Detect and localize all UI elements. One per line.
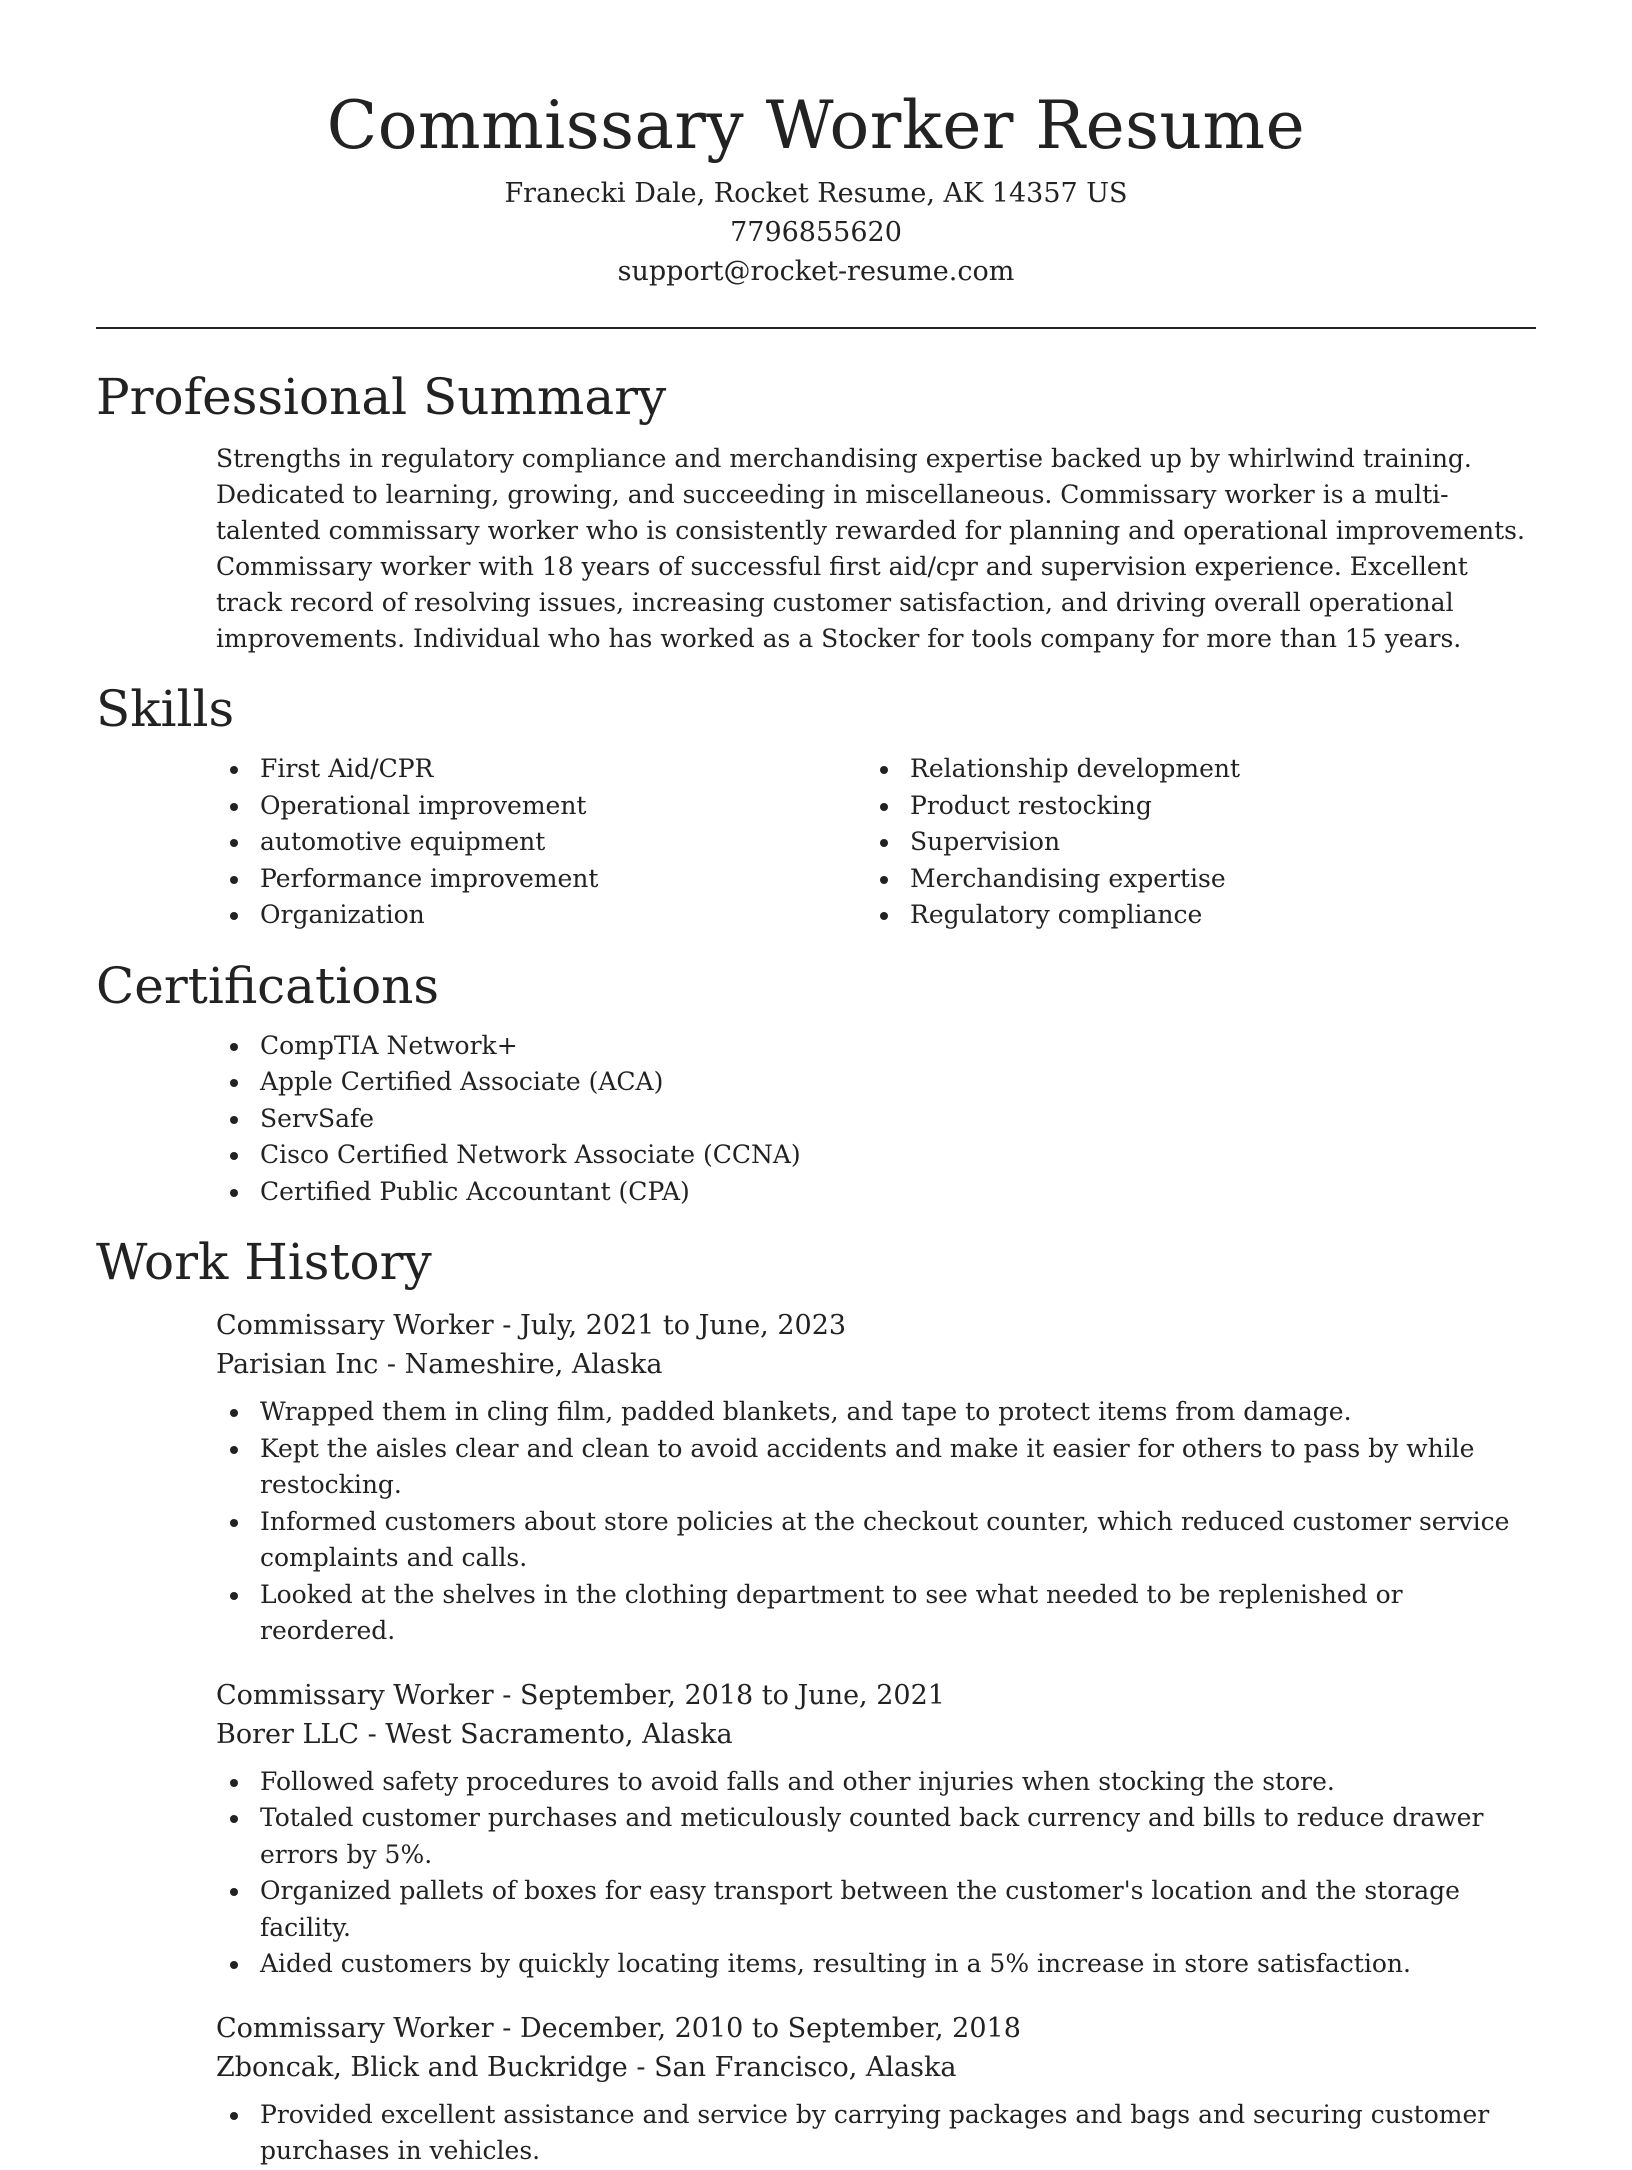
job-company: Parisian Inc [216,1349,379,1380]
job-title: Commissary Worker [216,1679,494,1711]
skill-item: Organization [216,897,866,934]
job-company-line: Parisian Inc - Nameshire, Alaska [216,1349,663,1380]
skill-item: First Aid/CPR [216,751,866,788]
skills-heading: Skills [96,680,235,738]
contact-address: Franecki Dale, Rocket Resume, AK 14357 US [504,178,1128,209]
job-company: Borer LLC [216,1718,359,1750]
job-duty: Wrapped them in cling film, padded blankets, and tape to protect items from damage. [216,1394,1536,1431]
certifications-heading: Certifications [96,956,440,1015]
job-entry [216,1676,1536,1983]
job-title-line: Commissary Worker - July, 2021 to June, 2023 [216,1310,847,1341]
job-duty: Provided excellent assistance and service by carrying packages and bags and securing customer purchases in vehicles. [216,2097,1536,2170]
work-history-body [96,1306,1536,2170]
job-duty: Looked at the shelves in the clothing department to see what needed to be replenished or reordered. [216,1577,1536,1650]
job-dates: September, 2018 to June, 2021 [519,1679,945,1711]
job-duties-list [216,1764,1536,1983]
job-dates: December, 2010 to September, 2018 [519,2012,1021,2044]
job-entry [216,1306,1536,1650]
skill-item: Product restocking [866,788,1516,825]
certification-item: Apple Certified Associate (ACA) [216,1064,1536,1101]
job-duty: Informed customers about store policies at the checkout counter, which reduced customer service complaints and calls. [216,1504,1536,1577]
skill-item: Performance improvement [216,861,866,898]
job-location: West Sacramento, Alaska [385,1718,733,1750]
certification-item: Certified Public Accountant (CPA) [216,1174,1536,1211]
certifications-body [96,1028,1536,1211]
skill-item: Operational improvement [216,788,866,825]
job-entry [216,2009,1536,2170]
summary-section [96,365,1536,657]
skills-section [96,677,1536,934]
resume-title: Commissary Worker Resume [326,87,1306,164]
job-title-line: Commissary Worker - September, 2018 to June, 2021 [216,1679,945,1711]
skills-grid [216,741,1536,934]
skill-item: automotive equipment [216,824,866,861]
job-company-line: Zboncak, Blick and Buckridge - San Francisco, Alaska [216,2051,957,2083]
skills-list-right [866,751,1516,934]
contact-block [96,174,1536,291]
job-company: Zboncak, Blick and Buckridge [216,2051,628,2083]
skill-item: Merchandising expertise [866,861,1516,898]
certifications-section [96,954,1536,1211]
header-divider [96,327,1536,329]
job-duty: Aided customers by quickly locating items, resulting in a 5% increase in store satisfaction. [216,1946,1536,1983]
skill-item: Regulatory compliance [866,897,1516,934]
summary-text: Strengths in regulatory compliance and merchandising expertise backed up by whirlwind training. Dedicated to learning, growing, and succeeding in miscellaneous. Commissary worker is a multi-talented commissary worker who is consistently rewarded for planning and operational improvements. Commissary worker with 18 years of successful first aid/cpr and supervision experience. Excellent track record of resolving issues, increasing customer satisfaction, and driving overall operational improvements. Individual who has worked as a Stocker for tools company for more than 15 years. [216,444,1525,653]
certification-item: ServSafe [216,1101,1536,1138]
job-location: Nameshire, Alaska [404,1349,663,1380]
job-title: Commissary Worker [216,1310,494,1341]
certification-item: Cisco Certified Network Associate (CCNA) [216,1137,1536,1174]
certification-item: CompTIA Network+ [216,1028,1536,1065]
job-duty: Followed safety procedures to avoid falls and other injuries when stocking the store. [216,1764,1536,1801]
contact-email: support@rocket-resume.com [617,256,1015,287]
job-title-line: Commissary Worker - December, 2010 to September, 2018 [216,2012,1021,2044]
job-dates: July, 2021 to June, 2023 [519,1310,847,1341]
job-company-line: Borer LLC - West Sacramento, Alaska [216,1718,733,1750]
job-duty: Totaled customer purchases and meticulously counted back currency and bills to reduce drawer errors by 5%. [216,1800,1536,1873]
skills-list-left [216,751,866,934]
resume-page [96,0,1536,2170]
contact-phone: 7796855620 [730,217,902,248]
summary-body [96,441,1536,657]
job-duty: Kept the aisles clear and clean to avoid accidents and make it easier for others to pass by while restocking. [216,1431,1536,1504]
work-history-heading: Work History [96,1233,432,1291]
certifications-list [216,1028,1536,1211]
skills-body [96,741,1536,934]
job-duties-list [216,1394,1536,1650]
job-duty: Organized pallets of boxes for easy transport between the customer's location and the storage facility. [216,1873,1536,1946]
resume-header [96,0,1536,291]
job-duties-list [216,2097,1536,2170]
skill-item: Relationship development [866,751,1516,788]
skill-item: Supervision [866,824,1516,861]
work-history-section [96,1230,1536,2170]
job-location: San Francisco, Alaska [654,2051,957,2083]
job-title: Commissary Worker [216,2012,494,2044]
summary-heading: Professional Summary [96,368,667,426]
